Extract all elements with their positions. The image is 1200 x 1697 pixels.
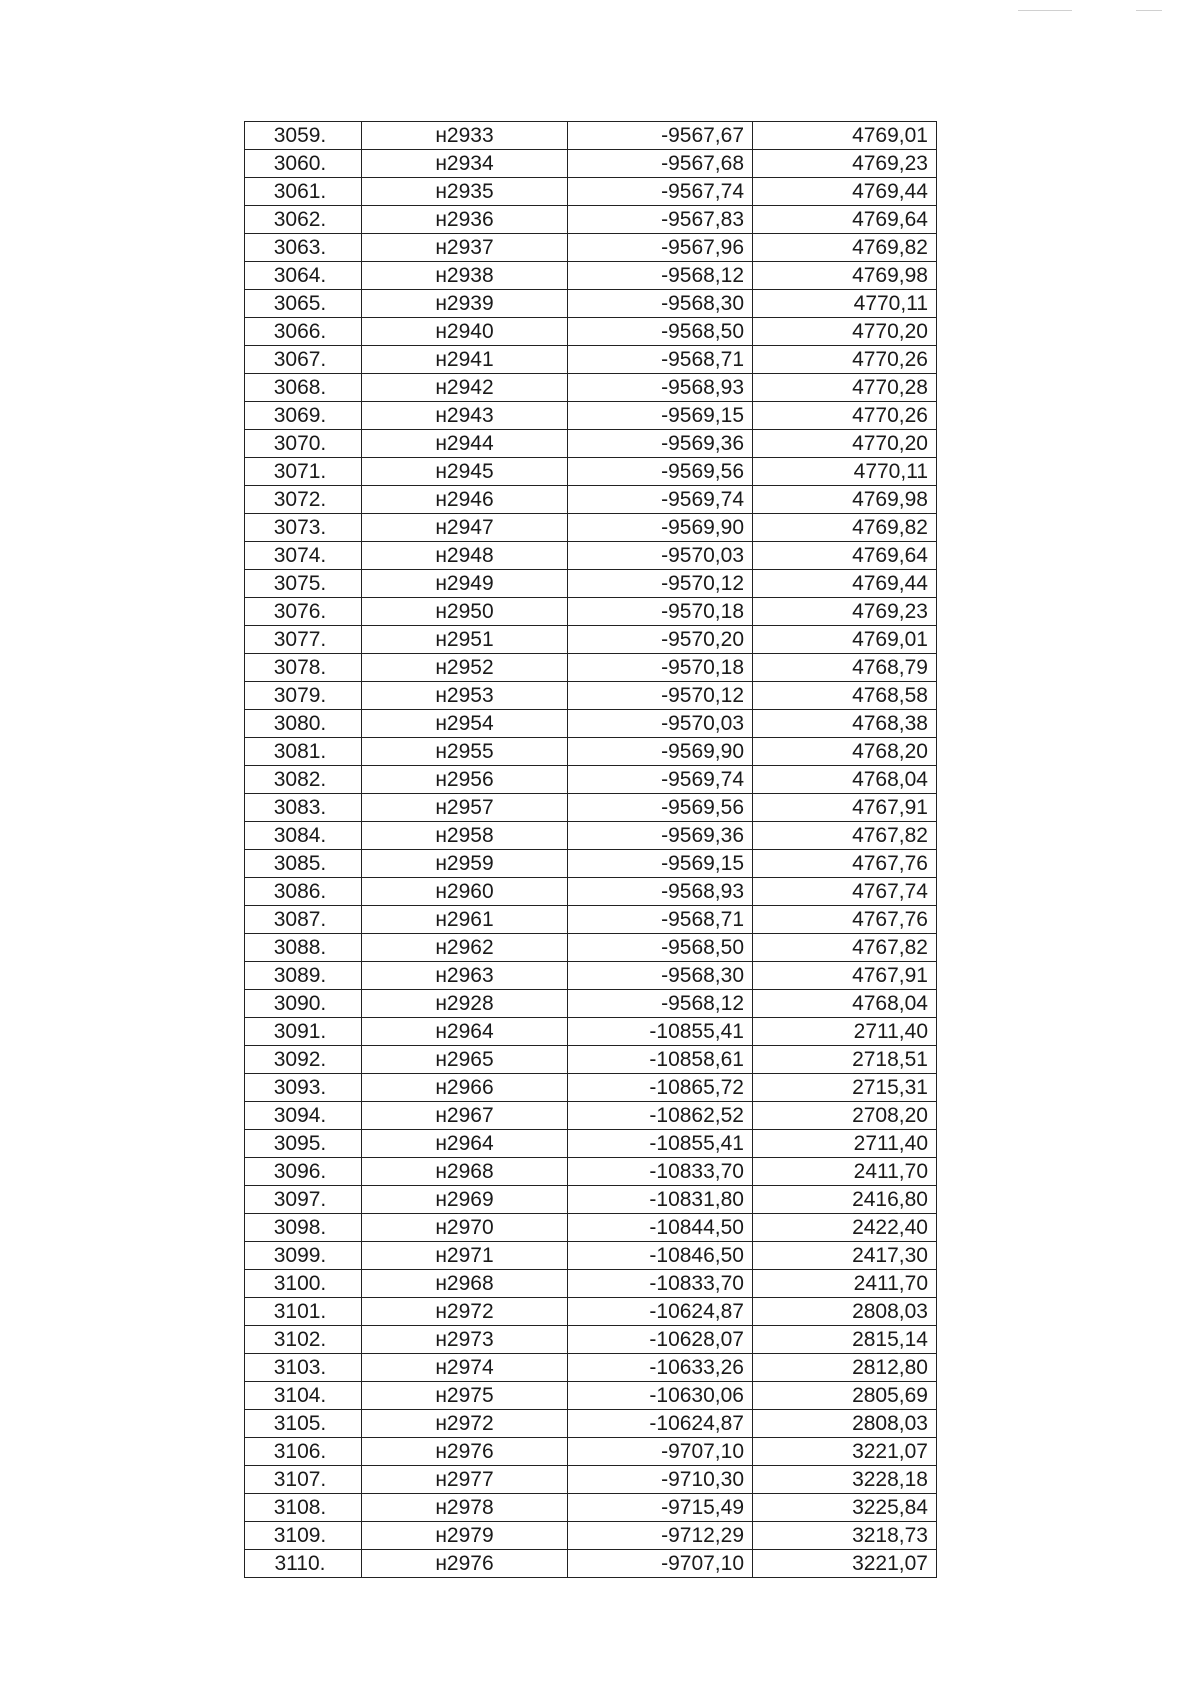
point-name-cell: н2947 [362,514,568,542]
row-number-cell: 3100. [245,1270,362,1298]
table-row [245,1326,937,1354]
coordinates-table [244,121,937,1578]
table-row [245,1130,937,1158]
x-coordinate-cell: -10833,70 [568,1270,753,1298]
row-number-cell: 3088. [245,934,362,962]
x-coordinate-cell: -9570,03 [568,542,753,570]
point-name-cell: н2969 [362,1186,568,1214]
table-row [245,570,937,598]
table-row [245,290,937,318]
x-coordinate-cell: -9570,18 [568,654,753,682]
row-number-cell: 3059. [245,122,362,150]
y-coordinate-cell: 4767,82 [753,934,937,962]
row-number-cell: 3101. [245,1298,362,1326]
table-row [245,150,937,178]
x-coordinate-cell: -10844,50 [568,1214,753,1242]
x-coordinate-cell: -9712,29 [568,1522,753,1550]
x-coordinate-cell: -9569,74 [568,486,753,514]
point-name-cell: н2945 [362,458,568,486]
row-number-cell: 3093. [245,1074,362,1102]
y-coordinate-cell: 2808,03 [753,1298,937,1326]
row-number-cell: 3066. [245,318,362,346]
x-coordinate-cell: -9569,36 [568,822,753,850]
y-coordinate-cell: 4767,76 [753,850,937,878]
point-name-cell: н2935 [362,178,568,206]
point-name-cell: н2972 [362,1410,568,1438]
y-coordinate-cell: 4769,01 [753,626,937,654]
x-coordinate-cell: -9570,03 [568,710,753,738]
row-number-cell: 3081. [245,738,362,766]
row-number-cell: 3090. [245,990,362,1018]
x-coordinate-cell: -10833,70 [568,1158,753,1186]
row-number-cell: 3064. [245,262,362,290]
table-row [245,178,937,206]
row-number-cell: 3087. [245,906,362,934]
row-number-cell: 3106. [245,1438,362,1466]
x-coordinate-cell: -9569,15 [568,402,753,430]
point-name-cell: н2978 [362,1494,568,1522]
point-name-cell: н2950 [362,598,568,626]
table-row [245,262,937,290]
row-number-cell: 3073. [245,514,362,542]
table-row [245,1186,937,1214]
x-coordinate-cell: -10858,61 [568,1046,753,1074]
x-coordinate-cell: -9570,18 [568,598,753,626]
table-row [245,514,937,542]
x-coordinate-cell: -9569,36 [568,430,753,458]
table-row [245,1550,937,1578]
y-coordinate-cell: 3221,07 [753,1550,937,1578]
point-name-cell: н2964 [362,1130,568,1158]
x-coordinate-cell: -10628,07 [568,1326,753,1354]
point-name-cell: н2952 [362,654,568,682]
point-name-cell: н2975 [362,1382,568,1410]
point-name-cell: н2974 [362,1354,568,1382]
x-coordinate-cell: -9710,30 [568,1466,753,1494]
point-name-cell: н2942 [362,374,568,402]
point-name-cell: н2934 [362,150,568,178]
row-number-cell: 3094. [245,1102,362,1130]
table-row [245,1018,937,1046]
x-coordinate-cell: -9568,71 [568,906,753,934]
point-name-cell: н2965 [362,1046,568,1074]
row-number-cell: 3083. [245,794,362,822]
x-coordinate-cell: -10831,80 [568,1186,753,1214]
x-coordinate-cell: -9569,90 [568,514,753,542]
point-name-cell: н2973 [362,1326,568,1354]
x-coordinate-cell: -10633,26 [568,1354,753,1382]
table-row [245,1494,937,1522]
y-coordinate-cell: 4769,98 [753,262,937,290]
x-coordinate-cell: -9570,20 [568,626,753,654]
y-coordinate-cell: 2815,14 [753,1326,937,1354]
y-coordinate-cell: 4767,76 [753,906,937,934]
row-number-cell: 3076. [245,598,362,626]
row-number-cell: 3063. [245,234,362,262]
table-row [245,374,937,402]
point-name-cell: н2933 [362,122,568,150]
y-coordinate-cell: 4768,20 [753,738,937,766]
point-name-cell: н2957 [362,794,568,822]
y-coordinate-cell: 4770,26 [753,402,937,430]
x-coordinate-cell: -9568,30 [568,962,753,990]
y-coordinate-cell: 2416,80 [753,1186,937,1214]
table-row [245,234,937,262]
x-coordinate-cell: -9567,68 [568,150,753,178]
table-row [245,1158,937,1186]
point-name-cell: н2928 [362,990,568,1018]
x-coordinate-cell: -10630,06 [568,1382,753,1410]
x-coordinate-cell: -9569,74 [568,766,753,794]
y-coordinate-cell: 3228,18 [753,1466,937,1494]
table-row [245,738,937,766]
row-number-cell: 3060. [245,150,362,178]
row-number-cell: 3074. [245,542,362,570]
y-coordinate-cell: 4767,91 [753,794,937,822]
y-coordinate-cell: 4767,82 [753,822,937,850]
x-coordinate-cell: -9707,10 [568,1550,753,1578]
table-row [245,766,937,794]
x-coordinate-cell: -9570,12 [568,570,753,598]
point-name-cell: н2960 [362,878,568,906]
row-number-cell: 3080. [245,710,362,738]
table-row [245,598,937,626]
x-coordinate-cell: -9567,74 [568,178,753,206]
y-coordinate-cell: 3225,84 [753,1494,937,1522]
table-row [245,990,937,1018]
y-coordinate-cell: 2708,20 [753,1102,937,1130]
row-number-cell: 3067. [245,346,362,374]
y-coordinate-cell: 4767,91 [753,962,937,990]
point-name-cell: н2956 [362,766,568,794]
point-name-cell: н2946 [362,486,568,514]
table-row [245,794,937,822]
x-coordinate-cell: -9570,12 [568,682,753,710]
table-row [245,654,937,682]
x-coordinate-cell: -9715,49 [568,1494,753,1522]
table-row [245,458,937,486]
table-row [245,430,937,458]
table-row [245,346,937,374]
point-name-cell: н2941 [362,346,568,374]
y-coordinate-cell: 3218,73 [753,1522,937,1550]
y-coordinate-cell: 2417,30 [753,1242,937,1270]
row-number-cell: 3070. [245,430,362,458]
point-name-cell: н2955 [362,738,568,766]
x-coordinate-cell: -9568,12 [568,990,753,1018]
y-coordinate-cell: 4769,82 [753,234,937,262]
table-row [245,1074,937,1102]
point-name-cell: н2943 [362,402,568,430]
table-row [245,906,937,934]
table-row [245,1410,937,1438]
point-name-cell: н2937 [362,234,568,262]
table-row [245,1382,937,1410]
point-name-cell: н2953 [362,682,568,710]
point-name-cell: н2948 [362,542,568,570]
table-row [245,626,937,654]
y-coordinate-cell: 2808,03 [753,1410,937,1438]
y-coordinate-cell: 4770,20 [753,430,937,458]
x-coordinate-cell: -9569,90 [568,738,753,766]
row-number-cell: 3068. [245,374,362,402]
table-row [245,1242,937,1270]
x-coordinate-cell: -10862,52 [568,1102,753,1130]
point-name-cell: н2977 [362,1466,568,1494]
point-name-cell: н2963 [362,962,568,990]
table-row [245,1354,937,1382]
y-coordinate-cell: 2711,40 [753,1018,937,1046]
y-coordinate-cell: 2715,31 [753,1074,937,1102]
table-row [245,710,937,738]
table-row [245,318,937,346]
point-name-cell: н2972 [362,1298,568,1326]
row-number-cell: 3071. [245,458,362,486]
row-number-cell: 3092. [245,1046,362,1074]
table-row [245,1466,937,1494]
table-row [245,934,937,962]
x-coordinate-cell: -9568,93 [568,374,753,402]
y-coordinate-cell: 4768,58 [753,682,937,710]
row-number-cell: 3099. [245,1242,362,1270]
x-coordinate-cell: -10855,41 [568,1018,753,1046]
row-number-cell: 3089. [245,962,362,990]
y-coordinate-cell: 4770,20 [753,318,937,346]
point-name-cell: н2940 [362,318,568,346]
y-coordinate-cell: 4769,64 [753,542,937,570]
row-number-cell: 3065. [245,290,362,318]
row-number-cell: 3102. [245,1326,362,1354]
row-number-cell: 3110. [245,1550,362,1578]
table-row [245,206,937,234]
point-name-cell: н2951 [362,626,568,654]
x-coordinate-cell: -10865,72 [568,1074,753,1102]
y-coordinate-cell: 4769,01 [753,122,937,150]
y-coordinate-cell: 4769,98 [753,486,937,514]
point-name-cell: н2976 [362,1438,568,1466]
y-coordinate-cell: 4770,28 [753,374,937,402]
row-number-cell: 3077. [245,626,362,654]
row-number-cell: 3079. [245,682,362,710]
scan-artifact-mark [1136,10,1162,11]
y-coordinate-cell: 4769,44 [753,178,937,206]
point-name-cell: н2968 [362,1158,568,1186]
table-row [245,1046,937,1074]
row-number-cell: 3069. [245,402,362,430]
y-coordinate-cell: 4768,04 [753,766,937,794]
row-number-cell: 3103. [245,1354,362,1382]
row-number-cell: 3062. [245,206,362,234]
x-coordinate-cell: -9569,56 [568,458,753,486]
y-coordinate-cell: 4769,23 [753,598,937,626]
point-name-cell: н2967 [362,1102,568,1130]
x-coordinate-cell: -10624,87 [568,1410,753,1438]
table-row [245,122,937,150]
table-row [245,1522,937,1550]
point-name-cell: н2938 [362,262,568,290]
row-number-cell: 3075. [245,570,362,598]
point-name-cell: н2936 [362,206,568,234]
y-coordinate-cell: 4768,04 [753,990,937,1018]
table-row [245,1438,937,1466]
table-row [245,822,937,850]
x-coordinate-cell: -9568,93 [568,878,753,906]
y-coordinate-cell: 4769,23 [753,150,937,178]
table-row [245,682,937,710]
scan-artifact-mark [1018,10,1072,11]
point-name-cell: н2939 [362,290,568,318]
x-coordinate-cell: -9567,96 [568,234,753,262]
y-coordinate-cell: 2411,70 [753,1270,937,1298]
row-number-cell: 3096. [245,1158,362,1186]
x-coordinate-cell: -10855,41 [568,1130,753,1158]
point-name-cell: н2944 [362,430,568,458]
y-coordinate-cell: 2411,70 [753,1158,937,1186]
point-name-cell: н2970 [362,1214,568,1242]
x-coordinate-cell: -9567,67 [568,122,753,150]
x-coordinate-cell: -9569,15 [568,850,753,878]
y-coordinate-cell: 2805,69 [753,1382,937,1410]
row-number-cell: 3091. [245,1018,362,1046]
row-number-cell: 3078. [245,654,362,682]
point-name-cell: н2961 [362,906,568,934]
y-coordinate-cell: 2422,40 [753,1214,937,1242]
point-name-cell: н2979 [362,1522,568,1550]
table-row [245,1214,937,1242]
x-coordinate-cell: -10624,87 [568,1298,753,1326]
row-number-cell: 3105. [245,1410,362,1438]
row-number-cell: 3107. [245,1466,362,1494]
table-row [245,1270,937,1298]
y-coordinate-cell: 4770,11 [753,290,937,318]
row-number-cell: 3072. [245,486,362,514]
table-row [245,962,937,990]
y-coordinate-cell: 2812,80 [753,1354,937,1382]
x-coordinate-cell: -9568,71 [568,346,753,374]
y-coordinate-cell: 4768,38 [753,710,937,738]
table-row [245,402,937,430]
row-number-cell: 3061. [245,178,362,206]
y-coordinate-cell: 4769,44 [753,570,937,598]
row-number-cell: 3109. [245,1522,362,1550]
row-number-cell: 3104. [245,1382,362,1410]
table-row [245,1298,937,1326]
y-coordinate-cell: 4770,11 [753,458,937,486]
y-coordinate-cell: 4768,79 [753,654,937,682]
point-name-cell: н2949 [362,570,568,598]
coordinates-table-body [245,122,937,1578]
row-number-cell: 3095. [245,1130,362,1158]
x-coordinate-cell: -9568,12 [568,262,753,290]
table-row [245,1102,937,1130]
y-coordinate-cell: 2718,51 [753,1046,937,1074]
y-coordinate-cell: 4769,64 [753,206,937,234]
y-coordinate-cell: 4770,26 [753,346,937,374]
y-coordinate-cell: 2711,40 [753,1130,937,1158]
row-number-cell: 3085. [245,850,362,878]
point-name-cell: н2962 [362,934,568,962]
point-name-cell: н2968 [362,1270,568,1298]
row-number-cell: 3097. [245,1186,362,1214]
row-number-cell: 3084. [245,822,362,850]
point-name-cell: н2964 [362,1018,568,1046]
table-row [245,486,937,514]
row-number-cell: 3108. [245,1494,362,1522]
y-coordinate-cell: 4769,82 [753,514,937,542]
point-name-cell: н2958 [362,822,568,850]
y-coordinate-cell: 3221,07 [753,1438,937,1466]
point-name-cell: н2959 [362,850,568,878]
x-coordinate-cell: -9568,50 [568,318,753,346]
x-coordinate-cell: -9707,10 [568,1438,753,1466]
row-number-cell: 3098. [245,1214,362,1242]
x-coordinate-cell: -9567,83 [568,206,753,234]
table-row [245,542,937,570]
table-row [245,878,937,906]
x-coordinate-cell: -9568,30 [568,290,753,318]
point-name-cell: н2954 [362,710,568,738]
point-name-cell: н2966 [362,1074,568,1102]
point-name-cell: н2971 [362,1242,568,1270]
row-number-cell: 3082. [245,766,362,794]
x-coordinate-cell: -9569,56 [568,794,753,822]
point-name-cell: н2976 [362,1550,568,1578]
x-coordinate-cell: -10846,50 [568,1242,753,1270]
x-coordinate-cell: -9568,50 [568,934,753,962]
table-row [245,850,937,878]
row-number-cell: 3086. [245,878,362,906]
y-coordinate-cell: 4767,74 [753,878,937,906]
